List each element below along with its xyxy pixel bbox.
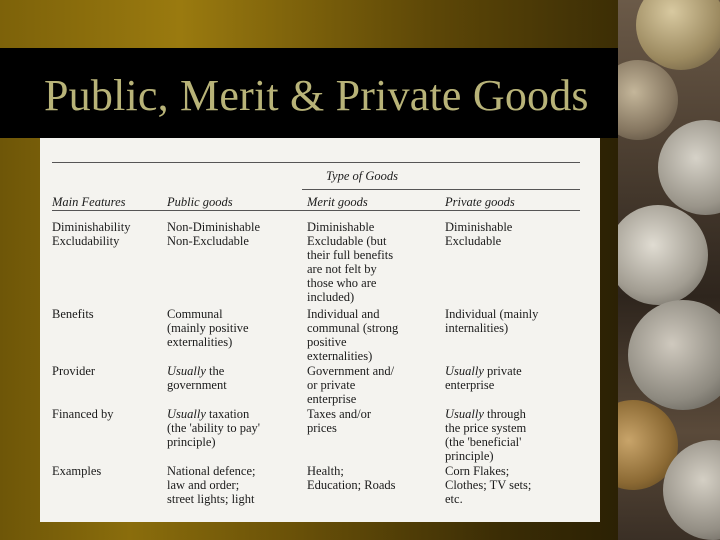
row4-public-text: taxation (the 'ability to pay' principle) — [167, 407, 261, 449]
row5-private: Corn Flakes; Clothes; TV sets; etc. — [445, 464, 532, 506]
header-bottom-rule — [52, 210, 580, 211]
row3-public — [167, 364, 227, 392]
type-header-rule — [302, 189, 580, 190]
usually-emphasis: Usually — [167, 364, 206, 378]
row5-public: National defence; law and order; street lights; light — [167, 464, 256, 506]
row2-feature: Benefits — [52, 307, 94, 321]
coins-icon — [618, 0, 720, 540]
table-scan — [40, 138, 600, 522]
row3-private — [445, 364, 522, 392]
coin-icon — [636, 0, 720, 70]
row1-feature: Diminishability Excludability — [52, 220, 131, 248]
usually-emphasis: Usually — [445, 407, 484, 421]
row4-private-text: through the price system (the 'beneficial' principle) — [445, 407, 527, 463]
header-private-goods: Private goods — [445, 195, 515, 209]
row3-public-text: the government — [167, 364, 227, 392]
header-main-features: Main Features — [52, 195, 126, 209]
row1-private: Diminishable Excludable — [445, 220, 513, 248]
coin-icon — [618, 205, 708, 305]
row1-merit: Diminishable Excludable (but their full benefits are not felt by those who are included) — [307, 220, 394, 304]
row3-merit: Government and/ or private enterprise — [307, 364, 395, 406]
row1-public: Non-Diminishable Non-Excludable — [167, 220, 261, 248]
table-top-rule — [52, 162, 580, 163]
slide-title: Public, Merit & Private Goods — [44, 71, 589, 120]
coin-icon — [658, 120, 720, 215]
usually-emphasis: Usually — [167, 407, 206, 421]
row4-feature: Financed by — [52, 407, 114, 421]
row2-merit: Individual and communal (strong positive externalities) — [307, 307, 399, 363]
row2-private: Individual (mainly internalities) — [445, 307, 539, 335]
usually-emphasis: Usually — [445, 364, 484, 378]
header-public-goods: Public goods — [167, 195, 233, 209]
type-of-goods-header: Type of Goods — [326, 169, 398, 183]
row2-public: Communal (mainly positive externalities) — [167, 307, 249, 349]
row4-public — [167, 407, 260, 449]
coin-icon — [618, 60, 678, 140]
top-gold-strip — [0, 0, 720, 48]
row4-private — [445, 407, 526, 463]
row3-feature: Provider — [52, 364, 96, 378]
row3-private-text: private enterprise — [445, 364, 522, 392]
row5-feature: Examples — [52, 464, 102, 478]
row4-merit: Taxes and/or prices — [307, 407, 372, 435]
row5-merit: Health; Education; Roads — [307, 464, 396, 492]
header-merit-goods: Merit goods — [307, 195, 368, 209]
coin-icon — [628, 300, 720, 410]
